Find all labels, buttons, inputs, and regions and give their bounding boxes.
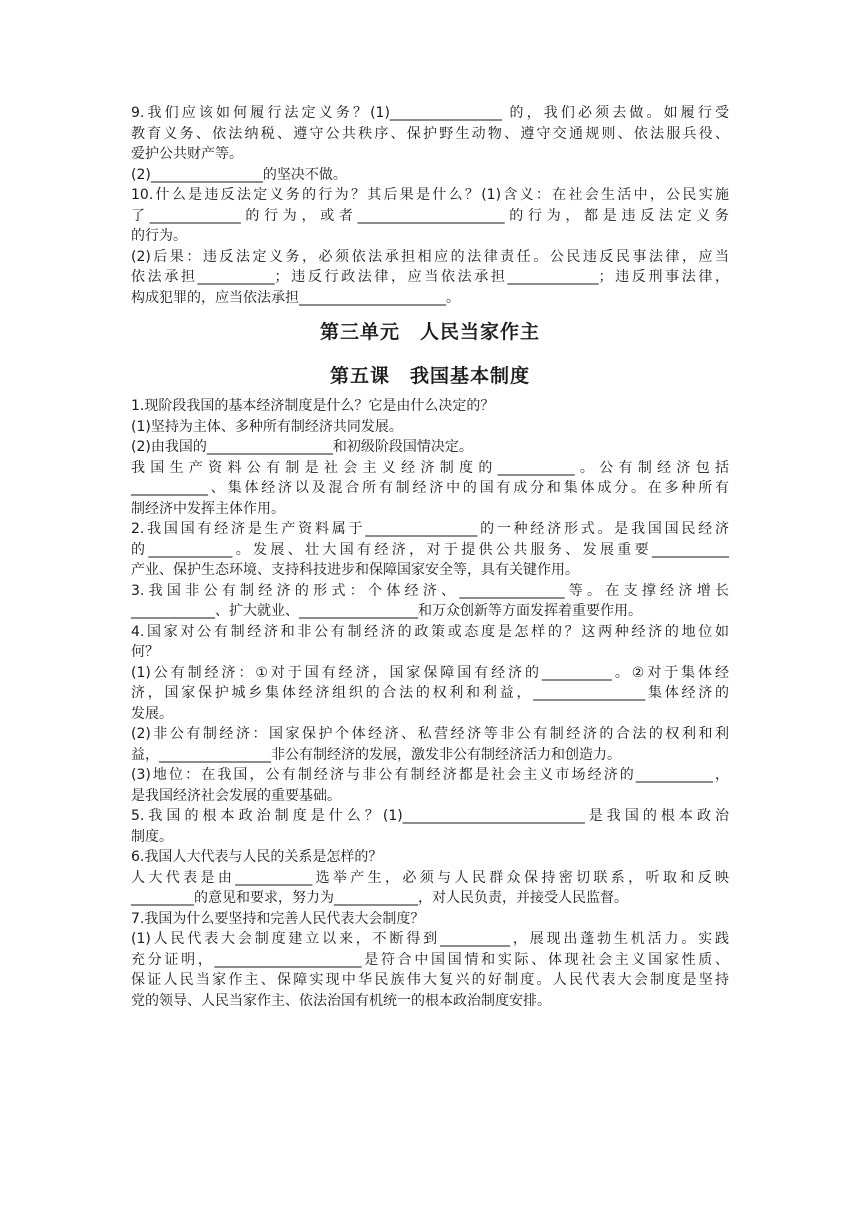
text-line: 10.什么是违反法定义务的行为？其后果是什么？(1)含义：在社会生活中，公民实施 [131,187,729,203]
text-line: (2)________________的坚决不做。 [131,166,347,183]
text-line: 依法承担___________；违反行政法律，应当依法承担_____________；违反刑事法律， [131,269,729,285]
text-line: (2)由我国的__________________和初级阶段国情决定。 [131,439,473,455]
text-line: 我国生产资料公有制是社会主义经济制度的___________。公有制经济包括 [131,459,729,476]
text-line: 益，________________非公有制经济的发展，激发非公有制经济活力和创造力。 [131,746,621,763]
text-line: 6.我国人大代表与人民的关系是怎样的？ [131,849,383,865]
text-line: 的____________。发展、壮大国有经济，对于提供公共服务、发展重要___________ [131,541,729,558]
text-line: 5.我国的根本政治制度是什么？(1)__________________________是我国的根本政治 [131,808,729,824]
text-line: 党的领导、人民当家作主、依法治国有机统一的根本政治制度安排。 [131,992,551,1009]
text-line: 保证人民当家作主、保障实现中华民族伟大复兴的好制度。人民代表大会制度是坚持 [131,972,729,988]
text-line: 人大代表是由___________选举产生，必须与人民群众保持密切联系，听取和反映 [131,869,729,886]
text-line: 教育义务、依法纳税、遵守公共秩序、保护野生动物、遵守交通规则、依法服兵役、 [131,125,729,142]
text-line: (1)坚持为主体、多种所有制经济共同发展。 [131,418,403,435]
text-line: (2)后果：违反法定义务，必须依法承担相应的法律责任。公民违反民事法律，应当 [131,248,729,265]
text-line: 了_____________的行为，或者_____________________的行为，都是违反法定义务 [131,207,729,224]
text-line: _________的意见和要求，努力为____________，对人民负责，并接受人民监督。 [131,890,628,906]
text-line: 制经济中发挥主体作用。 [131,500,285,517]
text-line: 9.我们应该如何履行法定义务？(1)________________ 的，我们必须去做。如履行受 [131,105,729,121]
text-line: (2)非公有制经济：国家保护个体经济、私营经济等非公有制经济的合法的权利和利 [131,726,729,742]
text-line: 7.我国为什么要坚持和完善人民代表大会制度？ [131,910,425,927]
lesson-heading: 第五课 我国基本制度 [329,365,530,387]
text-line: (1)人民代表大会制度建立以来，不断得到__________，展现出蓬勃生机活力。实践 [131,931,729,947]
text-line: 产业、保护生态环境、支持科技进步和保障国家安全等，具有关键作用。 [131,562,579,578]
text-line: 4.国家对公有制经济和非公有制经济的政策或态度是怎样的？这两种经济的地位如 [131,623,729,640]
text-line: (3)地位：在我国，公有制经济与非公有制经济都是社会主义市场经济的___________， [131,767,729,783]
text-line: 发展。 [131,705,173,722]
text-line: 是我国经济社会发展的重要基础。 [131,787,341,804]
text-line: 的行为。 [131,228,187,244]
unit-heading: 第三单元 人民当家作主 [319,321,540,343]
text-line: 济，国家保护城乡集体经济组织的合法的权利和利益，________________集体经济的 [131,685,729,701]
text-line: 何？ [131,644,159,660]
document-page [131,103,729,1011]
text-line: 爱护公共财产等。 [131,146,243,162]
text-line: ____________、扩大就业、_________________和万众创新等方面发挥着重要作用。 [131,603,642,619]
text-line: ___________、集体经济以及混合所有制经济中的国有成分和集体成分。在多种所有 [131,480,729,496]
text-line: 充分证明，_____________________是符合中国国情和实际、体现社会主义国家性质、 [131,951,729,968]
text-line: (1)公有制经济：①对于国有经济，国家保障国有经济的__________。②对于集体经 [131,664,729,681]
text-line: 制度。 [131,828,173,845]
text-line: 1.现阶段我国的基本经济制度是什么？它是由什么决定的？ [131,398,495,414]
text-line: 2.我国国有经济是生产资料属于________________的一种经济形式。是我国国民经济 [131,521,729,537]
text-line: 3.我国非公有制经济的形式：个体经济、_______________等。在支撑经济增长 [131,582,729,599]
text-line: 构成犯罪的，应当依法承担_____________________。 [131,289,460,306]
